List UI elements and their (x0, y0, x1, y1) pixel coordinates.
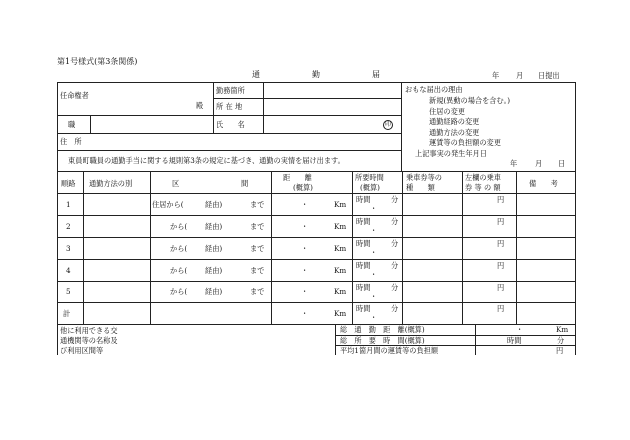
row-order: 3 (66, 244, 71, 253)
submit-year: 年 (492, 71, 500, 80)
row-fare-unit: 円 (497, 217, 505, 226)
location-label: 所 在 地 (216, 102, 243, 111)
row-to: まで (250, 222, 265, 231)
reasons-date-year: 年 (510, 159, 518, 168)
total-time-hour: 時間 (356, 304, 371, 313)
row-distance-unit: Km (334, 287, 347, 296)
col-header-order: 順路 (61, 179, 76, 188)
row-via: 経由) (205, 244, 223, 253)
row-distance-dot: ・ (301, 287, 309, 296)
row-time-hour: 時間 (356, 195, 371, 204)
col-header-section-b: 間 (241, 179, 249, 188)
total-distance-unit: Km (334, 309, 347, 318)
form-number: 第1号様式(第3条関係) (57, 57, 138, 66)
row-time-minute: 分 (391, 217, 399, 226)
reason-item: 通勤経路の変更 (429, 117, 480, 126)
col-header-time-sub: (概算) (360, 183, 380, 192)
row-order: 2 (66, 222, 71, 231)
col-header-fare-sub: 券 等 の 額 (465, 183, 501, 192)
row-time-minute: 分 (391, 261, 399, 270)
row-time-hour: 時間 (356, 239, 371, 248)
seal-mark: 印 (384, 121, 391, 128)
row-distance-unit: Km (334, 266, 347, 275)
other-transport-line: 通機関等の名称及 (60, 336, 118, 345)
total-distance-dot: ・ (301, 309, 309, 318)
row-from: から( (170, 287, 188, 296)
honorific: 殿 (196, 101, 204, 110)
col-header-method: 通勤方法の別 (89, 179, 133, 188)
row-time-minute: 分 (391, 195, 399, 204)
workplace-label: 勤務箇所 (216, 86, 245, 95)
row-time-dot: ・ (370, 226, 378, 235)
col-header-section-a: 区 (172, 179, 180, 188)
row-fare-unit: 円 (497, 239, 505, 248)
row-time-hour: 時間 (356, 261, 371, 270)
footer-distance-unit: Km (556, 325, 569, 334)
row-distance-dot: ・ (301, 266, 309, 275)
total-distance-label: 総 通 勤 距 離(概算) (340, 325, 425, 334)
other-transport-line: 他に利用できる交 (60, 326, 118, 335)
row-time-dot: ・ (370, 248, 378, 257)
footer-time-minute: 分 (557, 336, 565, 345)
address-label: 住 所 (60, 137, 82, 146)
row-from: から( (170, 266, 188, 275)
row-distance-unit: Km (334, 222, 347, 231)
row-order: 1 (66, 200, 71, 209)
total-fare-unit: 円 (497, 304, 505, 313)
row-fare-unit: 円 (497, 283, 505, 292)
total-time-minute: 分 (391, 304, 399, 313)
row-via: 経由) (205, 222, 223, 231)
form-title-char-3: 届 (372, 70, 380, 79)
row-distance-dot: ・ (301, 200, 309, 209)
row-distance-unit: Km (334, 244, 347, 253)
row-to: まで (250, 266, 265, 275)
row-from: 住居から( (152, 200, 184, 209)
col-header-remarks: 備 考 (529, 179, 558, 188)
col-header-ticket-sub: 種 類 (406, 183, 435, 192)
reason-item: 運賃等の負担額の変更 (429, 138, 501, 147)
form-title-char-1: 通 (252, 70, 260, 79)
other-transport-line: び利用区間等 (60, 346, 104, 355)
col-header-ticket: 乗車券等の (406, 173, 442, 182)
appointer-label: 任命権者 (60, 91, 89, 100)
footer-distance-dot: ・ (516, 325, 524, 334)
row-from: から( (170, 222, 188, 231)
reason-item: 新規(異動の場合を含む。) (429, 96, 511, 105)
footer-time-hour: 時間 (507, 336, 522, 345)
reasons-date-heading: 上記事実の発生年月日 (415, 149, 487, 158)
row-time-hour: 時間 (356, 217, 371, 226)
reason-item: 通勤方法の変更 (429, 128, 480, 137)
row-time-dot: ・ (370, 270, 378, 279)
avg-fare-label: 平均1箇月間の運賃等の負担額 (340, 346, 439, 355)
col-header-fare: 左欄の乗車 (465, 173, 501, 182)
row-via: 経由) (205, 287, 223, 296)
submit-month: 月 (516, 71, 524, 80)
total-label: 計 (63, 309, 71, 318)
reasons-date-month: 月 (535, 159, 543, 168)
row-via: 経由) (205, 266, 223, 275)
row-to: まで (250, 200, 265, 209)
row-fare-unit: 円 (497, 261, 505, 270)
reasons-heading: おもな届出の理由 (405, 85, 463, 94)
row-fare-unit: 円 (497, 195, 505, 204)
row-to: まで (250, 287, 265, 296)
position-label: 職 (68, 120, 76, 129)
total-time-dot: ・ (370, 313, 378, 322)
col-header-time: 所要時間 (355, 173, 384, 182)
submit-day: 日提出 (538, 71, 560, 80)
row-distance-dot: ・ (301, 244, 309, 253)
row-from: から( (170, 244, 188, 253)
name-label: 氏 名 (216, 120, 245, 129)
reasons-date-day: 日 (558, 159, 566, 168)
reason-item: 住居の変更 (429, 107, 465, 116)
row-to: まで (250, 244, 265, 253)
form-title-char-2: 勤 (312, 70, 320, 79)
row-time-hour: 時間 (356, 283, 371, 292)
row-order: 5 (66, 287, 71, 296)
row-time-minute: 分 (391, 239, 399, 248)
footer-fare-unit: 円 (556, 346, 564, 355)
row-distance-unit: Km (334, 200, 347, 209)
declaration-text: 東員町職員の通勤手当に関する規則第3条の規定に基づき、通勤の実情を届け出ます。 (68, 156, 345, 165)
row-distance-dot: ・ (301, 222, 309, 231)
col-header-distance: 距 離 (283, 173, 312, 182)
row-time-dot: ・ (370, 292, 378, 301)
row-time-dot: ・ (370, 204, 378, 213)
row-order: 4 (66, 266, 71, 275)
row-time-minute: 分 (391, 283, 399, 292)
col-header-distance-sub: (概算) (293, 183, 313, 192)
total-time-label: 総 所 要 時 間(概算) (340, 336, 425, 345)
row-via: 経由) (205, 200, 223, 209)
